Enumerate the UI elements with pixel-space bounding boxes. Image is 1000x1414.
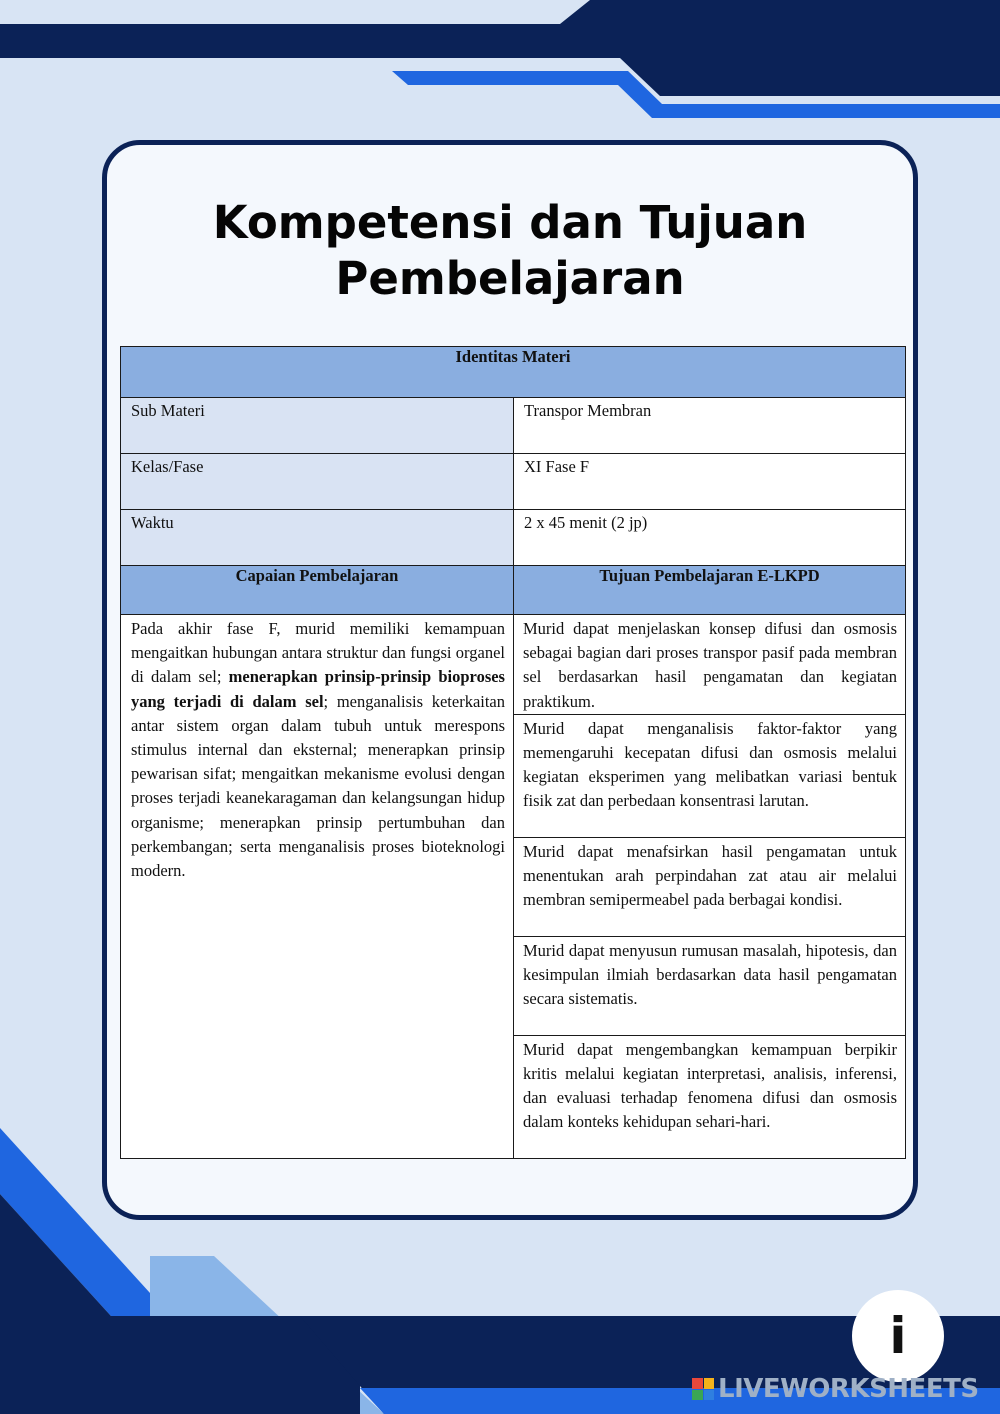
watermark	[692, 1374, 979, 1404]
tujuan-item: Murid dapat menyusun rumusan masalah, hipotesis, dan kesimpulan ilmiah berdasarkan data hasil pengamatan secara sistematis.	[514, 936, 906, 1035]
info-badge-label: i	[889, 1307, 907, 1365]
identitas-row-kelas-fase	[121, 454, 906, 510]
tujuan-row	[121, 615, 906, 715]
identitas-label: Waktu	[121, 510, 514, 566]
capaian-text-rest: ; menganalisis keterkaitan antar sistem organ dalam tubuh untuk merespons stimulus internal dan eksternal; menerapkan prinsip pewarisan sifat; mengaitkan mekanisme evolusi dengan proses terjadi keanekaragaman dan kelangsungan hidup organisme; menerapkan prinsip pertumbuhan dan perkembangan; serta menganalisis proses bioteknologi modern.	[131, 691, 506, 881]
identitas-header: Identitas Materi	[121, 347, 906, 398]
capaian-text	[121, 615, 514, 1159]
tujuan-item: Murid dapat menganalisis faktor-faktor yang memengaruhi kecepatan difusi dan osmosis melalui kegiatan eksperimen yang melibatkan variasi bentuk fisik zat dan perbedaan konsentrasi larutan.	[514, 714, 906, 837]
identitas-row-waktu	[121, 510, 906, 566]
identitas-value: Transpor Membran	[514, 398, 906, 454]
capaian-header: Capaian Pembelajaran	[121, 566, 514, 615]
competency-table	[120, 346, 906, 1159]
tujuan-header: Tujuan Pembelajaran E-LKPD	[514, 566, 906, 615]
info-icon[interactable]	[852, 1290, 944, 1382]
identitas-label: Kelas/Fase	[121, 454, 514, 510]
capaian-text-bold: menerapkan prinsip-prinsip bioproses yang terjadi di dalam sel	[131, 667, 505, 711]
liveworksheets-logo-icon	[692, 1378, 714, 1400]
tujuan-item: Murid dapat menjelaskan konsep difusi dan osmosis sebagai bagian dari proses transpor pasif pada membran sel berdasarkan hasil pengamatan dan kegiatan praktikum.	[514, 615, 906, 715]
capaian-text-intro: Pada akhir fase F, murid memiliki kemampuan mengaitkan hubungan antara struktur dan fungsi organel di dalam sel;	[131, 619, 505, 687]
top-navy-band	[0, 0, 1000, 58]
identitas-value: 2 x 45 menit (2 jp)	[514, 510, 906, 566]
watermark-text: LIVEWORKSHEETS	[718, 1374, 979, 1404]
page-title	[107, 195, 913, 307]
tujuan-item: Murid dapat menafsirkan hasil pengamatan untuk menentukan arah perpindahan zat atau air melalui membran semipermeabel pada berbagai kondisi.	[514, 837, 906, 936]
section-header-row	[121, 566, 906, 615]
page-title-line-2: Pembelajaran	[335, 252, 685, 305]
page-title-line-1: Kompetensi dan Tujuan	[212, 196, 808, 249]
bottom-left-navy-block	[0, 1316, 360, 1414]
tujuan-item: Murid dapat mengembangkan kemampuan berpikir kritis melalui kegiatan interpretasi, analisis, inferensi, dan evaluasi terhadap fenomena difusi dan osmosis dalam konteks kehidupan sehari-hari.	[514, 1035, 906, 1158]
identitas-header-row	[121, 347, 906, 398]
identitas-row-sub-materi	[121, 398, 906, 454]
identitas-label: Sub Materi	[121, 398, 514, 454]
identitas-value: XI Fase F	[514, 454, 906, 510]
